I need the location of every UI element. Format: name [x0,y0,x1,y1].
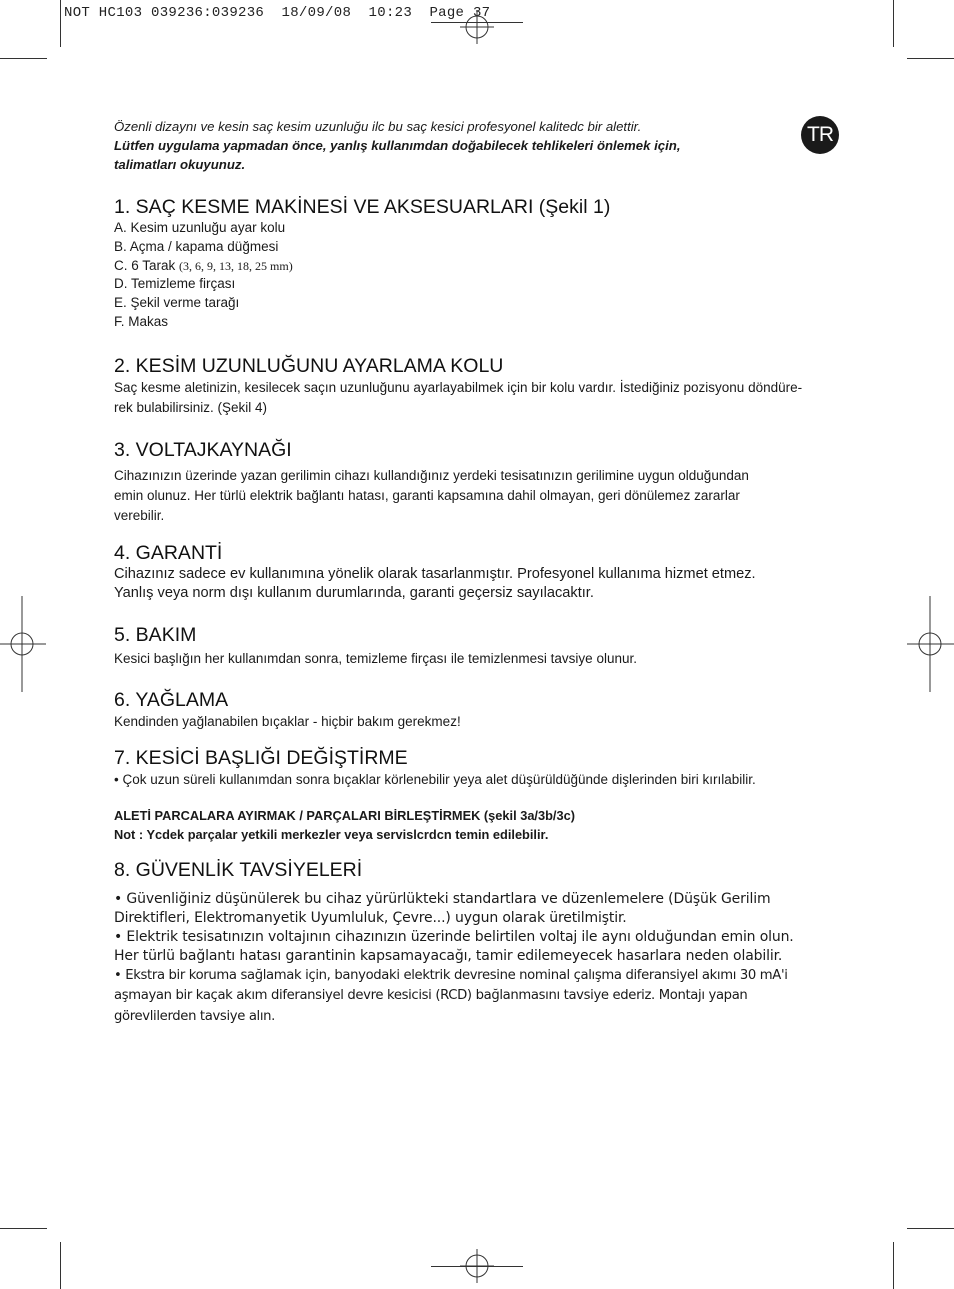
paragraph-line: Direktifleri, Elektromanyetik Uyumluluk, Çevre...) uygun olarak üretilmiştir. [114,909,627,926]
accessory-list [114,219,839,332]
intro-line: Özenli dizaynı ve kesin saç kesim uzunluğu ilc bu saç kesici profesyonel kalitedc bir alettir. [114,119,642,134]
intro [114,117,839,174]
crop-mark-top-right-v [893,0,894,47]
paragraph-line: • Çok uzun süreli kullanımdan sonra bıçaklar körlenebilir yeya alet düşürüldüğünde dişlerinden biri kırılabilir. [114,771,756,787]
intro-warning: Lütfen uygulama yapmadan önce, yanlış kullanımdan doğabilecek tehlikeleri önlemek için, [114,138,681,153]
paragraph-line: aşmayan bir kaçak akım diferansiyel devre kesicisi (RCD) bağlanmasını tavsiye ederiz. Montajı yapan [114,988,748,1004]
section-accessories [114,195,839,332]
crop-mark-bottom-left-h [0,1228,47,1229]
registration-mark-right-icon [907,596,954,692]
paragraph-line: Cihazınız sadece ev kullanımına yönelik olarak tasarlanmıştır. Profesyonel kullanıma hizmet etmez. [114,565,756,582]
list-item [114,257,839,276]
spare-parts-note: Not : Ycdek parçalar yetkili merkezler veya servislcrdcn temin edilebilir. [114,827,549,843]
crop-mark-top-right-h [907,58,954,59]
list-item: A. Kesim uzunluğu ayar kolu [114,220,286,235]
disassembly-heading: ALETİ PARCALARA AYIRMAK / PARÇALARI BİRLEŞTİRMEK (şekil 3a/3b/3c) [114,807,575,823]
crop-mark-bottom-left-v [60,1242,61,1289]
paragraph-line: Cihazınızın üzerinde yazan gerilimin cihazı kullandığınız yerdeki tesisatınızın gerilimine uygun olduğundan [114,467,749,483]
paragraph-line: • Ekstra bir koruma sağlamak için, banyodaki elektrik devresine nominal çalışma diferansiyel akımı 30 mA'i [114,967,788,983]
section-title: 2. KESİM UZUNLUĞUNU AYARLAMA KOLU [114,354,504,377]
section-lubrication [114,688,839,732]
paragraph-line: rek bulabilirsiniz. (Şekil 4) [114,399,268,415]
paragraph-line: Saç kesme aletinizin, kesilecek saçın uzunluğunu ayarlayabilmek için bir kolu vardır. İstediğiniz pozisyonu döndüre- [114,379,803,395]
list-item: D. Temizleme firçası [114,276,236,292]
section-title: 1. SAÇ KESME MAKİNESİ VE AKSESUARLARI (Şekil 1) [114,196,611,218]
list-item: F. Makas [114,313,169,329]
page-content [114,117,839,1027]
list-item: B. Açma / kapama düğmesi [114,238,279,254]
section-title: 7. KESİCİ BAŞLIĞI DEĞİŞTİRME [114,746,408,769]
crop-mark-bottom-right-v [893,1242,894,1289]
section-title: 3. VOLTAJKAYNAĞI [114,438,292,461]
section-cutter-head [114,746,839,845]
intro-warning-cont: talimatları okuyunuz. [114,157,246,172]
section-cut-length [114,354,839,418]
list-item: E. Şekil verme tarağı [114,295,240,311]
paragraph-line: • Elektrik tesisatınızın voltajının cihazınızın üzerinde belirtilen voltaj ile aynı olduğundan emin olun. [114,928,794,945]
section-voltage [114,438,839,526]
crop-mark-top-left-h [0,58,47,59]
paragraph-line: verebilir. [114,507,165,523]
paragraph-line: Kendinden yağlanabilen bıçaklar - hiçbir bakım gerekmez! [114,713,461,729]
section-title: 8. GÜVENLİK TAVSİYELERİ [114,858,363,881]
paragraph-line: emin olunuz. Her türlü elektrik bağlantı hatası, garanti kapsamına dahil olmayan, geri dönülemez zararlar [114,487,740,503]
section-title: 6. YAĞLAMA [114,688,229,711]
paragraph-line: görevlilerden tavsiye alın. [114,1008,276,1024]
section-safety [114,858,839,1028]
language-badge: TR [801,116,839,154]
paragraph-line: Yanlış veya norm dışı kullanım durumlarında, garanti geçersiz sayılacaktır. [114,584,594,601]
print-slug: NOT HC103 039236:039236 18/09/08 10:23 Page 37 [64,5,491,21]
paragraph-line: Her türlü bağlantı hatası garantinin kapsamayacağı, tamir edilemeyecek hasarlara neden olabilir. [114,947,783,964]
crop-mark-top-left-v [60,0,61,47]
section-title: 5. BAKIM [114,623,197,646]
section-maintenance [114,623,839,669]
registration-mark-top-icon [460,10,494,44]
list-item-label: C. 6 Tarak [114,257,176,273]
section-title: 4. GARANTİ [114,541,223,564]
crop-mark-bottom-right-h [907,1228,954,1229]
registration-mark-bottom-icon [460,1249,494,1283]
paragraph-line: • Güvenliğiniz düşünülerek bu cihaz yürürlükteki standartlara ve düzenlemelere (Düşük Gerilim [114,890,771,907]
registration-mark-left-icon [0,596,46,692]
section-warranty [114,541,839,603]
paragraph-line: Kesici başlığın her kullanımdan sonra, temizleme firçası ile temizlenmesi tavsiye olunur. [114,650,637,666]
comb-sizes: (3, 6, 9, 13, 18, 25 mm) [179,258,293,273]
